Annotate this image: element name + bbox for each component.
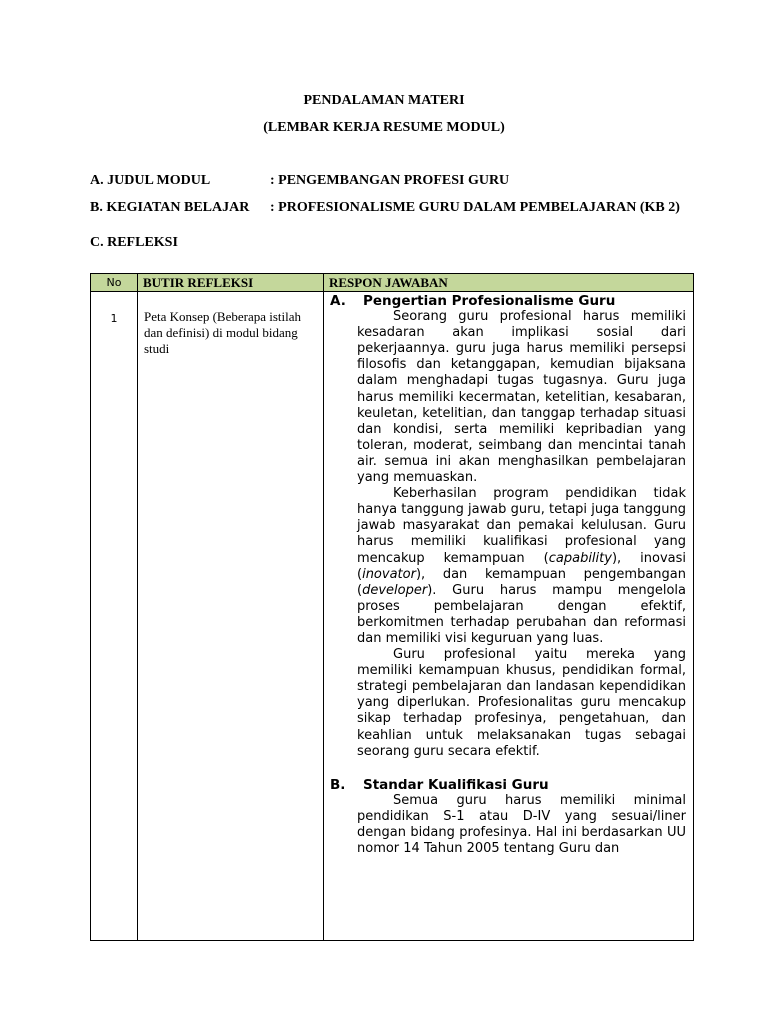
page-title: PENDALAMAN MATERI bbox=[303, 93, 465, 108]
meta-value: : PROFESIONALISME GURU DALAM PEMBELAJARAN (KB 2) bbox=[270, 200, 680, 215]
respon-cell bbox=[324, 292, 694, 941]
header-no: No bbox=[91, 274, 138, 292]
paragraph-rich: Keberhasilan program pendidikan tidak hanya tanggung jawab guru, tetapi juga tanggung jawab masyarakat dan pemakai kelulusan. Guru harus memiliki kualifikasi profesional yang mencakup kemampuan (capability), inovasi (inovator), dan kemampuan pengembangan (developer). Guru harus mampu mengelola proses pembelajaran dengan efektif, berkomitmen terhadap perubahan dan reformasi dan memiliki visi keguruan yang luas. bbox=[357, 486, 686, 646]
header-butir: BUTIR REFLEKSI bbox=[138, 274, 324, 292]
table-header-row bbox=[91, 274, 694, 292]
meta-value: : PENGEMBANGAN PROFESI GURU bbox=[270, 173, 510, 188]
section-title: Pengertian Profesionalisme Guru bbox=[363, 293, 616, 309]
butir-text: Peta Konsep (Beberapa istilah dan definisi) di modul bidang studi bbox=[138, 292, 324, 941]
paragraph: Seorang guru profesional harus memiliki kesadaran akan implikasi sosial dari pekerjaannya. guru juga harus memiliki persepsi filosofis dan ketanggapan, kemudian bijaksana dalam menghadapi tugas tugasnya. Guru juga harus memiliki kecermatan, ketelitian, kesabaran, keuletan, ketelitian, dan tanggap terhadap situasi dan kondisi, serta memiliki kepribadian yang toleran, moderat, seimbang dan mencintai tanah air. semua ini akan menghasilkan pembelajaran yang memuaskan. bbox=[357, 309, 686, 486]
table-row bbox=[91, 292, 694, 941]
row-number: 1 bbox=[91, 292, 138, 941]
section-heading-a bbox=[330, 293, 686, 309]
paragraph: Semua guru harus memiliki minimal pendidikan S-1 atau D-IV yang sesuai/liner dengan bidang profesinya. Hal ini berdasarkan UU nomor 14 Tahun 2005 tentang Guru dan bbox=[357, 792, 686, 857]
paragraph: Guru profesional yaitu mereka yang memiliki kemampuan khusus, pendidikan formal, strategi pembelajaran dan landasan kependidikan yang diperlukan. Profesionalitas guru mencakup sikap terhadap profesinya, pengetahuan, dan keahlian untuk melaksanakan tugas sebagai seorang guru secara efektif. bbox=[357, 647, 686, 759]
section-title: Standar Kualifikasi Guru bbox=[363, 776, 549, 793]
reflection-table bbox=[90, 273, 694, 941]
meta-label: B. KEGIATAN BELAJAR bbox=[90, 200, 250, 215]
meta-label: C. REFLEKSI bbox=[90, 235, 178, 250]
meta-label: A. JUDUL MODUL bbox=[90, 173, 211, 188]
section-letter: A. bbox=[330, 293, 346, 309]
section-heading-b bbox=[330, 777, 686, 793]
section-letter: B. bbox=[330, 776, 346, 793]
page-subtitle: (LEMBAR KERJA RESUME MODUL) bbox=[263, 120, 505, 135]
header-respon: RESPON JAWABAN bbox=[324, 274, 694, 292]
